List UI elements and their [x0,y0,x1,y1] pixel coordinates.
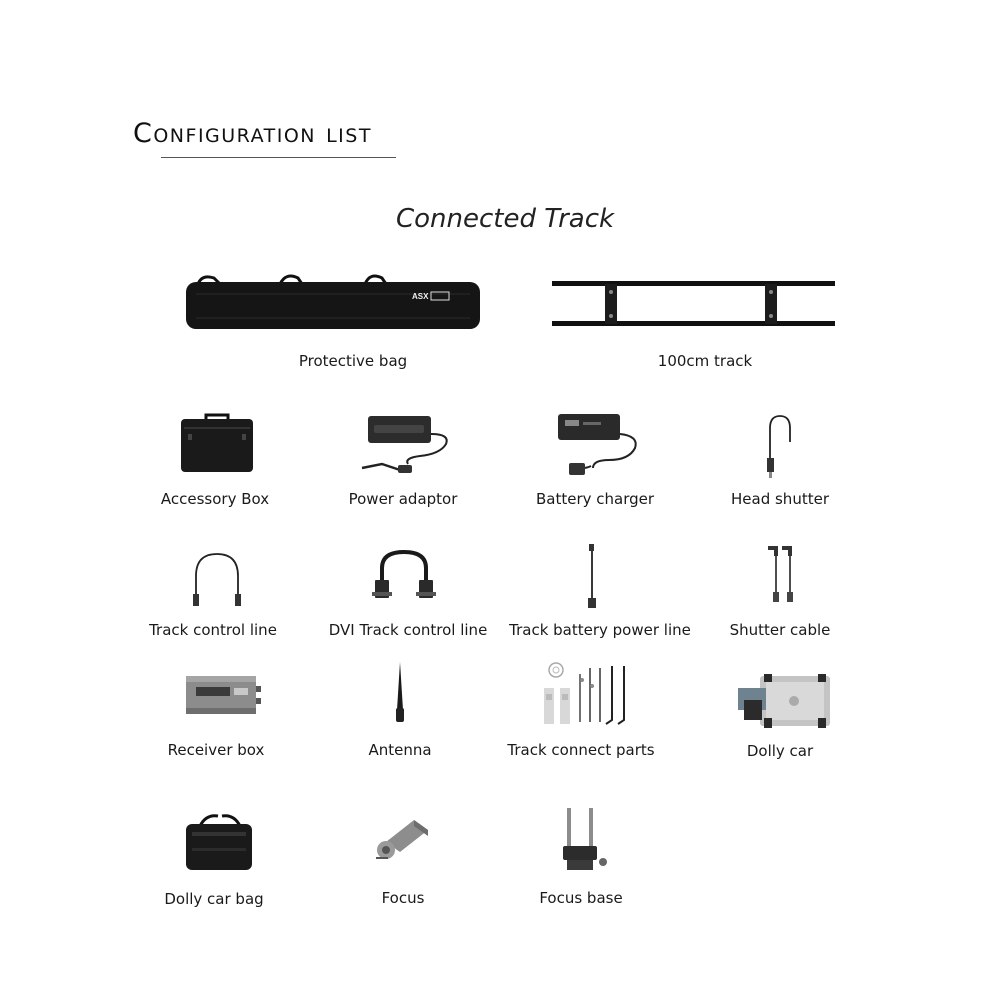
item-label-focus: Focus [381,889,425,907]
item-label-battery-charger: Battery charger [535,490,655,508]
heading-divider [161,157,396,158]
battery-charger-icon [553,410,643,480]
focus-base-icon [555,806,610,878]
track-connect-parts-icon [540,660,640,730]
item-label-dolly-car-bag: Dolly car bag [164,890,264,908]
item-label-track-connect-parts: Track connect parts [507,741,655,759]
dolly-car-icon [734,672,834,732]
track-control-line-icon [190,550,245,608]
head-shutter-icon [760,412,800,482]
item-label-dvi-track-control-line: DVI Track control line [328,621,488,639]
item-label-track-control-line: Track control line [149,621,277,639]
focus-icon [368,808,434,870]
item-label-track-battery-power-line: Track battery power line [509,621,691,639]
item-label-antenna: Antenna [368,741,432,759]
receiver-box-icon [182,672,262,720]
item-label-accessory-box: Accessory Box [160,490,270,508]
track-icon [552,278,836,330]
antenna-icon [392,660,408,726]
item-label-protective-bag: Protective bag [298,352,408,370]
power-adaptor-icon [360,412,455,477]
dolly-car-bag-icon [182,812,257,874]
item-label-dolly-car: Dolly car [746,742,814,760]
brand-logo-text: ASX [412,292,429,301]
item-label-head-shutter: Head shutter [731,490,829,508]
item-label-receiver-box: Receiver box [167,741,265,759]
item-label-track: 100cm track [657,352,753,370]
item-label-shutter-cable: Shutter cable [729,621,831,639]
page-heading: Configuration list [133,118,372,149]
item-label-focus-base: Focus base [539,889,623,907]
battery-power-line-icon [582,542,602,612]
protective-bag-icon [180,272,485,334]
accessory-box-icon [178,412,256,474]
item-label-power-adaptor: Power adaptor [348,490,458,508]
shutter-cable-icon [760,544,800,606]
section-subheading: Connected Track [395,204,615,234]
dvi-cable-icon [368,548,440,604]
